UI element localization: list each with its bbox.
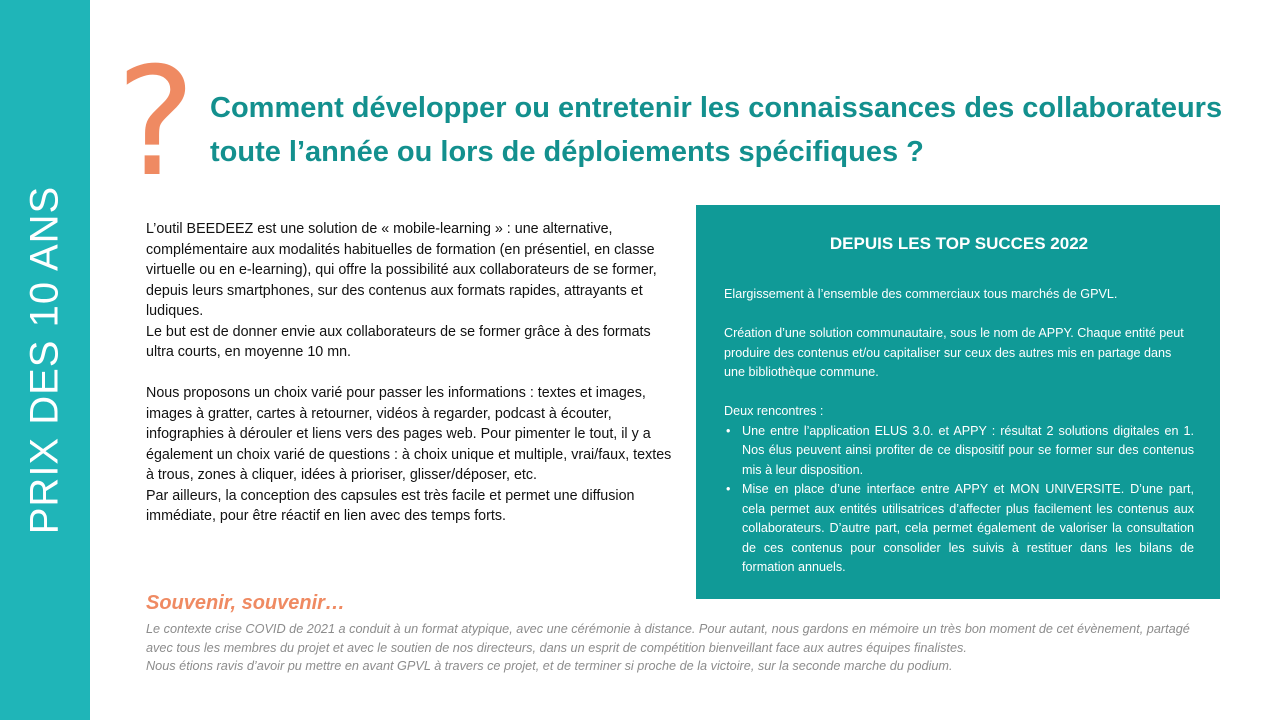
souvenir-paragraph: Le contexte crise COVID de 2021 a conduit à un format atypique, avec une cérémonie à distance. Pour autant, nous gardons en mémoire un très bon moment de cet évènement, partagé avec tous les membres du projet et avec le soutien de nos directeurs, dans un esprit de compétition bienveillant face aux autres équipes finalistes. — [146, 622, 1190, 655]
box-paragraph: Deux rencontres : — [724, 404, 824, 418]
body-paragraph: Nous proposons un choix varié pour passer les informations : textes et images, images à gratter, cartes à retourner, vidéos à regarder, podcast à écouter, infographies à dérouler et liens vers des pages web. Pour pimenter le tout, il y a également un choix varié de questions : à choix unique et multiple, vrai/faux, textes à trous, zones à cliquer, idées à prioriser, glisser/déposer, etc. — [146, 385, 672, 483]
success-box-title: DEPUIS LES TOP SUCCES 2022 — [829, 234, 1089, 253]
success-box — [696, 205, 1220, 599]
box-bullet-item: • Mise en place d’une interface entre APPY et MON UNIVERSITE. D’une part, cela permet aux entités utilisatrices d’affecter plus facilement les contenus aux collaborateurs. D’autre part, cela permet également de valoriser la consultation de ces contenus pour consolider les suivis à restituer dans les bilans de formation annuels. — [742, 480, 1194, 578]
side-title: PRIX DES 10 ANS — [22, 185, 67, 535]
box-paragraph: Création d’une solution communautaire, sous le nom de APPY. Chaque entité peut produire des contenus et/ou capitaliser sur ceux des autres mis en partage dans une bibliothèque commune. — [724, 326, 1184, 379]
body-paragraph: Le but est de donner envie aux collaborateurs de se former grâce à des formats ultra courts, en moyenne 10 mn. — [146, 323, 651, 360]
side-band — [0, 0, 90, 720]
body-paragraph: Par ailleurs, la conception des capsules est très facile et permet une diffusion immédiate, pour être réactif en lien avec des temps forts. — [146, 487, 635, 524]
success-box-content — [724, 285, 1194, 578]
box-bullet-list — [724, 422, 1194, 578]
body-paragraph: L’outil BEEDEEZ est une solution de « mobile-learning » : une alternative, complémentaire aux modalités habituelles de formation (en présentiel, en classe virtuelle ou en e-learning), qui offre la possibilité aux collaborateurs de se former, depuis leurs smartphones, sur des contenus aux formats rapides, attrayants et ludiques. — [146, 221, 657, 319]
page-title: Comment développer ou entretenir les connaissances des collaborateurs toute l’année ou lors de déploiements spécifiques ? — [210, 92, 1223, 168]
souvenir-paragraph: Nous étions ravis d’avoir pu mettre en avant GPVL à travers ce projet, et de terminer si proche de la victoire, sur la seconde marche du podium. — [146, 659, 953, 673]
souvenir-text — [146, 620, 1211, 676]
body-text — [146, 219, 681, 527]
question-mark-icon: ? — [116, 36, 196, 210]
box-paragraph: Elargissement à l’ensemble des commerciaux tous marchés de GPVL. — [724, 287, 1118, 301]
souvenir-title: Souvenir, souvenir… — [146, 592, 345, 614]
box-bullet-item: • Une entre l’application ELUS 3.0. et APPY : résultat 2 solutions digitales en 1. Nos élus peuvent ainsi profiter de ce dispositif pour se former sur des contenus mis à leur disposition. — [742, 422, 1194, 481]
